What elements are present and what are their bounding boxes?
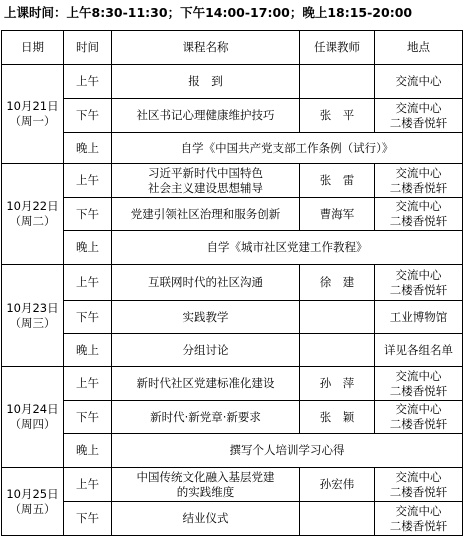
- time-cell: 上午: [64, 468, 112, 502]
- location-cell: [375, 301, 463, 334]
- location-line: 二楼香悦轩: [389, 383, 448, 398]
- date-cell: [2, 468, 64, 536]
- course-line: 的实践维度: [176, 484, 235, 499]
- course-line: 新时代社区党建标准化建设: [136, 376, 275, 390]
- course-line: 撰写个人培训学习心得: [229, 443, 345, 457]
- course-cell: [112, 334, 300, 367]
- table-row: [2, 301, 463, 334]
- location-cell: [375, 65, 463, 99]
- teacher-cell: [300, 334, 375, 367]
- date-text: 10月23日: [6, 300, 59, 315]
- column-header-teacher: 任课教师: [300, 31, 375, 65]
- location-line: 二楼香悦轩: [389, 214, 448, 228]
- date-text: 10月22日: [6, 199, 59, 213]
- course-cell: [112, 65, 300, 99]
- course-line: 互联网时代的社区沟通: [148, 275, 263, 289]
- course-line: 中国传统文化融入基层党建: [136, 469, 275, 484]
- table-row: [2, 198, 463, 231]
- date-cell: [2, 65, 64, 164]
- column-header-location: 地点: [375, 31, 463, 65]
- location-cell: [375, 502, 463, 536]
- date-text: 10月25日: [6, 486, 59, 501]
- course-cell: [112, 367, 300, 401]
- time-cell: 晚上: [64, 334, 112, 367]
- table-row: [2, 334, 463, 367]
- course-cell: [112, 231, 463, 265]
- table-row: [2, 434, 463, 468]
- teacher-cell: 徐 建: [300, 265, 375, 301]
- time-cell: 上午: [64, 164, 112, 198]
- table-row: [2, 502, 463, 536]
- location-cell: [375, 99, 463, 133]
- weekday-text: （周五）: [9, 501, 56, 516]
- teacher-cell: 张 颖: [300, 401, 375, 434]
- table-row: [2, 65, 463, 99]
- location-line: 交流中心: [395, 74, 442, 88]
- table-row: [2, 367, 463, 401]
- weekday-text: （周一）: [9, 114, 56, 128]
- time-cell: 晚上: [64, 133, 112, 164]
- location-line: 详见各组名单: [384, 342, 453, 357]
- time-cell: 下午: [64, 198, 112, 231]
- location-line: 二楼香悦轩: [389, 518, 448, 533]
- table-row: [2, 231, 463, 265]
- date-cell: [2, 265, 64, 367]
- location-line: 交流中心: [395, 402, 442, 416]
- location-line: 二楼香悦轩: [389, 180, 448, 195]
- teacher-cell: [300, 301, 375, 334]
- course-line: 分组讨论: [182, 342, 229, 357]
- course-cell: [112, 301, 300, 334]
- course-line: 结业仪式: [182, 511, 229, 525]
- column-header-date: 日期: [2, 31, 64, 65]
- weekday-text: （周二）: [9, 214, 56, 228]
- course-line: 报 到: [188, 74, 223, 88]
- course-line: 实践教学: [182, 309, 229, 324]
- schedule-table: [1, 30, 463, 536]
- time-cell: 下午: [64, 401, 112, 434]
- time-cell: 上午: [64, 265, 112, 301]
- location-line: 二楼香悦轩: [389, 115, 448, 130]
- location-cell: [375, 334, 463, 367]
- teacher-cell: 孙宏伟: [300, 468, 375, 502]
- course-cell: [112, 265, 300, 301]
- course-cell: [112, 99, 300, 133]
- teacher-cell: [300, 65, 375, 99]
- time-cell: 下午: [64, 301, 112, 334]
- location-cell: [375, 265, 463, 301]
- location-line: 交流中心: [395, 100, 442, 115]
- course-line: 新时代·新党章·新要求: [150, 409, 261, 424]
- location-line: 交流中心: [395, 469, 442, 484]
- table-row: [2, 133, 463, 164]
- table-row: [2, 468, 463, 502]
- course-line: 党建引领社区治理和服务创新: [130, 206, 281, 221]
- location-line: 交流中心: [395, 503, 442, 518]
- location-cell: [375, 401, 463, 434]
- course-cell: [112, 434, 463, 468]
- location-cell: [375, 367, 463, 401]
- location-line: 工业博物馆: [389, 309, 448, 324]
- time-cell: 下午: [64, 502, 112, 536]
- course-line: 社区书记心理健康维护技巧: [136, 108, 275, 122]
- course-line: 习近平新时代中国特色: [148, 165, 263, 180]
- time-cell: 晚上: [64, 434, 112, 468]
- course-line: 社会主义建设思想辅导: [148, 180, 263, 195]
- course-cell: [112, 468, 300, 502]
- date-cell: [2, 164, 64, 265]
- teacher-cell: 张 平: [300, 99, 375, 133]
- column-header-time: 时间: [64, 31, 112, 65]
- weekday-text: （周四）: [9, 417, 56, 431]
- table-row: [2, 164, 463, 198]
- course-cell: [112, 401, 300, 434]
- course-cell: [112, 133, 463, 164]
- course-cell: [112, 502, 300, 536]
- teacher-cell: [300, 502, 375, 536]
- schedule-body: [2, 65, 463, 536]
- teacher-cell: 曹海军: [300, 198, 375, 231]
- table-row: [2, 265, 463, 301]
- location-line: 二楼香悦轩: [389, 484, 448, 499]
- time-cell: 下午: [64, 99, 112, 133]
- column-header-course: 课程名称: [112, 31, 300, 65]
- location-line: 交流中心: [395, 199, 442, 213]
- course-cell: [112, 198, 300, 231]
- time-cell: 上午: [64, 65, 112, 99]
- teacher-cell: 张 雷: [300, 164, 375, 198]
- location-line: 二楼香悦轩: [389, 282, 448, 297]
- location-cell: [375, 468, 463, 502]
- date-text: 10月24日: [6, 402, 59, 416]
- location-line: 交流中心: [395, 368, 442, 383]
- table-header-row: [2, 31, 463, 65]
- course-line: 自学《城市社区党建工作教程》: [206, 240, 368, 254]
- course-cell: [112, 164, 300, 198]
- date-cell: [2, 367, 64, 468]
- date-text: 10月21日: [6, 99, 59, 113]
- time-cell: 晚上: [64, 231, 112, 265]
- location-line: 交流中心: [395, 165, 442, 180]
- location-cell: [375, 164, 463, 198]
- table-row: [2, 401, 463, 434]
- location-line: 交流中心: [395, 267, 442, 282]
- weekday-text: （周三）: [9, 315, 56, 330]
- class-time-header: 上课时间：上午8:30-11:30；下午14:00-17:00；晚上18:15-20:00: [4, 5, 413, 20]
- time-cell: 上午: [64, 367, 112, 401]
- course-line: 自学《中国共产党支部工作条例（试行）》: [180, 140, 394, 155]
- table-row: [2, 99, 463, 133]
- location-line: 二楼香悦轩: [389, 417, 448, 431]
- location-cell: [375, 198, 463, 231]
- teacher-cell: 孙 萍: [300, 367, 375, 401]
